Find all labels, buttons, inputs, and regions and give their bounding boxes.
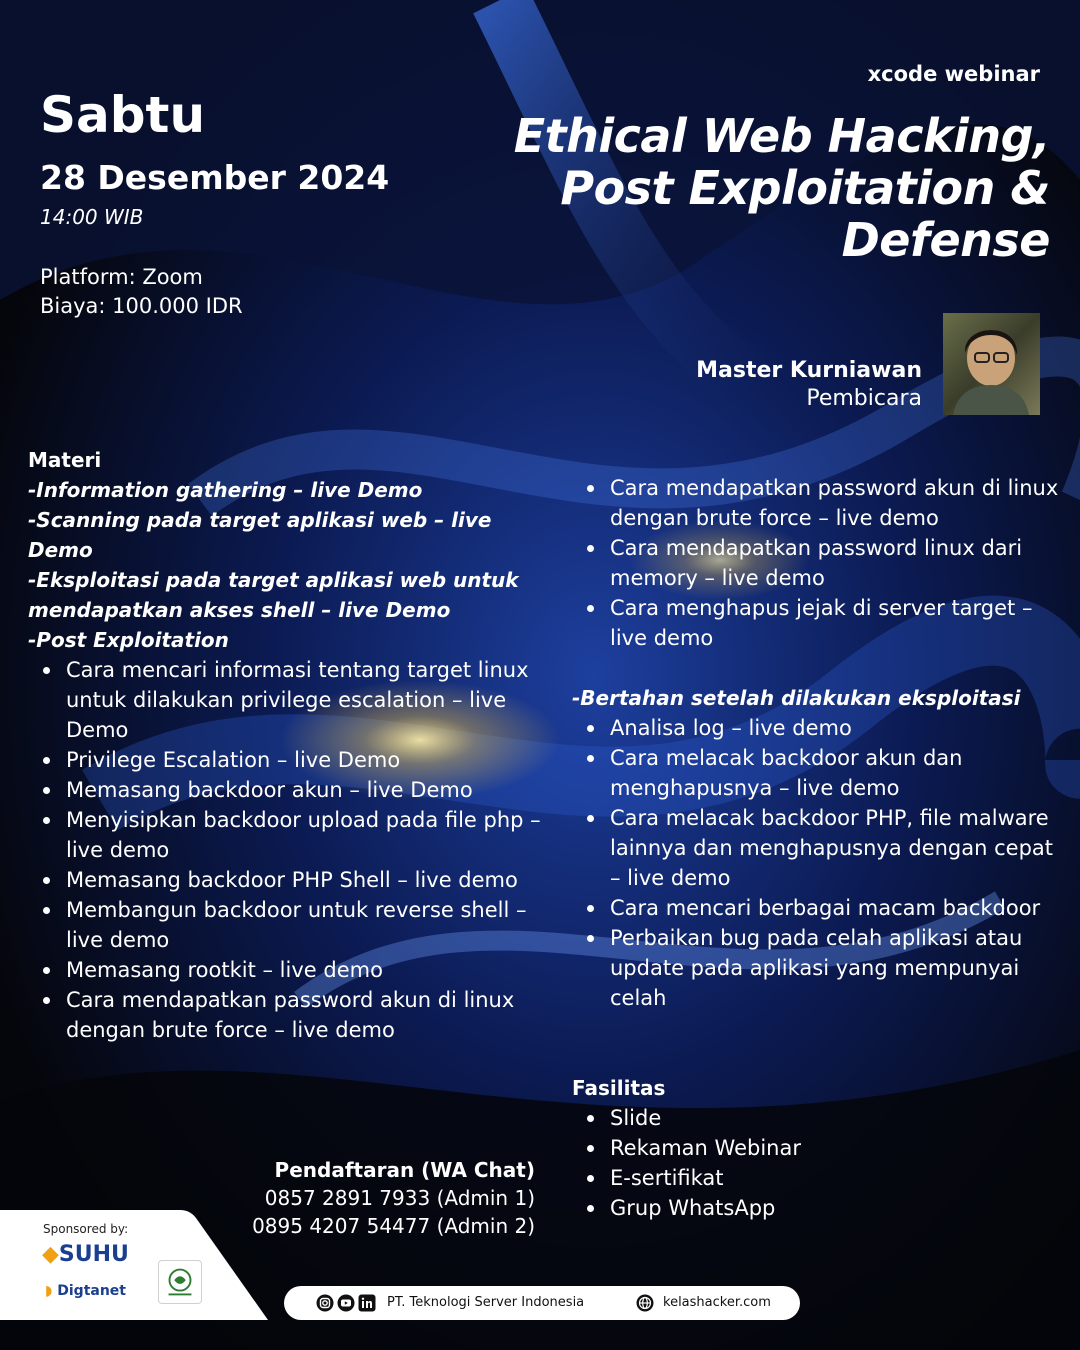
event-cost: Biaya: 100.000 IDR — [40, 294, 243, 318]
registration-contact[interactable]: 0857 2891 7933 (Admin 1) — [264, 1186, 535, 1210]
list-item: Memasang rootkit – live demo — [28, 955, 558, 985]
materi-topic: -Scanning pada target aplikasi web – live Demo — [28, 508, 492, 562]
brand-label: xcode webinar — [867, 62, 1040, 86]
title-line: Ethical Web Hacking, — [513, 109, 1050, 163]
sponsor-logo-digtanet: ◗ Digtanet — [45, 1283, 126, 1299]
footer-bar — [284, 1286, 800, 1320]
post-exploitation-list — [28, 655, 558, 1045]
list-item: Membangun backdoor untuk reverse shell – live demo — [28, 895, 558, 955]
list-item: Perbaikan bug pada celah aplikasi atau update pada aplikasi yang mempunyai celah — [572, 923, 1062, 1013]
fasilitas-heading: Fasilitas — [572, 1076, 666, 1100]
suhu-logo-icon: ◆ — [42, 1242, 59, 1267]
materi-topic: -Information gathering – live Demo — [28, 478, 423, 502]
instagram-icon[interactable] — [316, 1294, 334, 1312]
youtube-icon[interactable] — [337, 1294, 355, 1312]
materi-continued-section — [572, 473, 1062, 1223]
speaker-role: Pembicara — [806, 386, 922, 411]
defense-heading: -Bertahan setelah dilakukan eksploitasi — [572, 686, 1021, 710]
list-item: Memasang backdoor akun – live Demo — [28, 775, 558, 805]
event-time: 14:00 WIB — [40, 205, 144, 229]
speaker-photo — [943, 313, 1040, 415]
speaker-name: Master Kurniawan — [696, 358, 922, 383]
materi-topic: -Post Exploitation — [28, 628, 229, 652]
title-line: Defense — [841, 213, 1050, 267]
list-item: Cara mendapatkan password akun di linux dengan brute force – live demo — [572, 473, 1062, 533]
materi-topic: -Eksploitasi pada target aplikasi web untuk mendapatkan akses shell – live Demo — [28, 568, 519, 622]
list-item: Rekaman Webinar — [572, 1133, 1062, 1163]
list-item: Cara melacak backdoor akun dan menghapusnya – live demo — [572, 743, 1062, 803]
list-item: Cara mendapatkan password akun di linux dengan brute force – live demo — [28, 985, 558, 1045]
materi-section — [28, 445, 558, 1045]
list-item: Analisa log – live demo — [572, 713, 1062, 743]
defense-list — [572, 713, 1062, 1013]
list-item: Cara mencari berbagai macam backdoor — [572, 893, 1062, 923]
sponsor-logo-seal — [158, 1260, 202, 1304]
list-item: Cara melacak backdoor PHP, file malware lainnya dan menghapusnya dengan cepat – live demo — [572, 803, 1062, 893]
fasilitas-list — [572, 1103, 1062, 1223]
sponsor-label: Sponsored by: — [43, 1222, 129, 1236]
title-line: Post Exploitation & — [560, 161, 1050, 215]
materi-heading: Materi — [28, 448, 102, 472]
footer-website-link[interactable]: kelashacker.com — [663, 1295, 771, 1310]
list-item: E-sertifikat — [572, 1163, 1062, 1193]
list-item: Slide — [572, 1103, 1062, 1133]
list-item: Memasang backdoor PHP Shell – live demo — [28, 865, 558, 895]
list-item: Cara mendapatkan password linux dari memory – live demo — [572, 533, 1062, 593]
sponsor-panel — [0, 1210, 268, 1320]
post-exploitation-list-continued — [572, 473, 1062, 653]
webinar-title — [430, 110, 1050, 266]
list-item: Grup WhatsApp — [572, 1193, 1062, 1223]
list-item: Cara mencari informasi tentang target linux untuk dilakukan privilege escalation – live Demo — [28, 655, 558, 745]
list-item: Cara menghapus jejak di server target – live demo — [572, 593, 1062, 653]
list-item: Menyisipkan backdoor upload pada file php – live demo — [28, 805, 558, 865]
event-platform: Platform: Zoom — [40, 265, 203, 289]
globe-icon — [636, 1294, 654, 1312]
registration-block — [252, 1156, 535, 1240]
footer-company: PT. Teknologi Server Indonesia — [387, 1295, 585, 1310]
sponsor-logo-suhu: ◆SUHU — [42, 1242, 129, 1267]
linkedin-icon[interactable] — [358, 1294, 376, 1312]
digtanet-logo-icon: ◗ — [45, 1283, 58, 1299]
list-item: Privilege Escalation – live Demo — [28, 745, 558, 775]
registration-heading: Pendaftaran (WA Chat) — [274, 1158, 535, 1182]
event-day: Sabtu — [40, 86, 206, 144]
event-date: 28 Desember 2024 — [40, 158, 390, 197]
registration-contact[interactable]: 0895 4207 54477 (Admin 2) — [252, 1214, 535, 1238]
